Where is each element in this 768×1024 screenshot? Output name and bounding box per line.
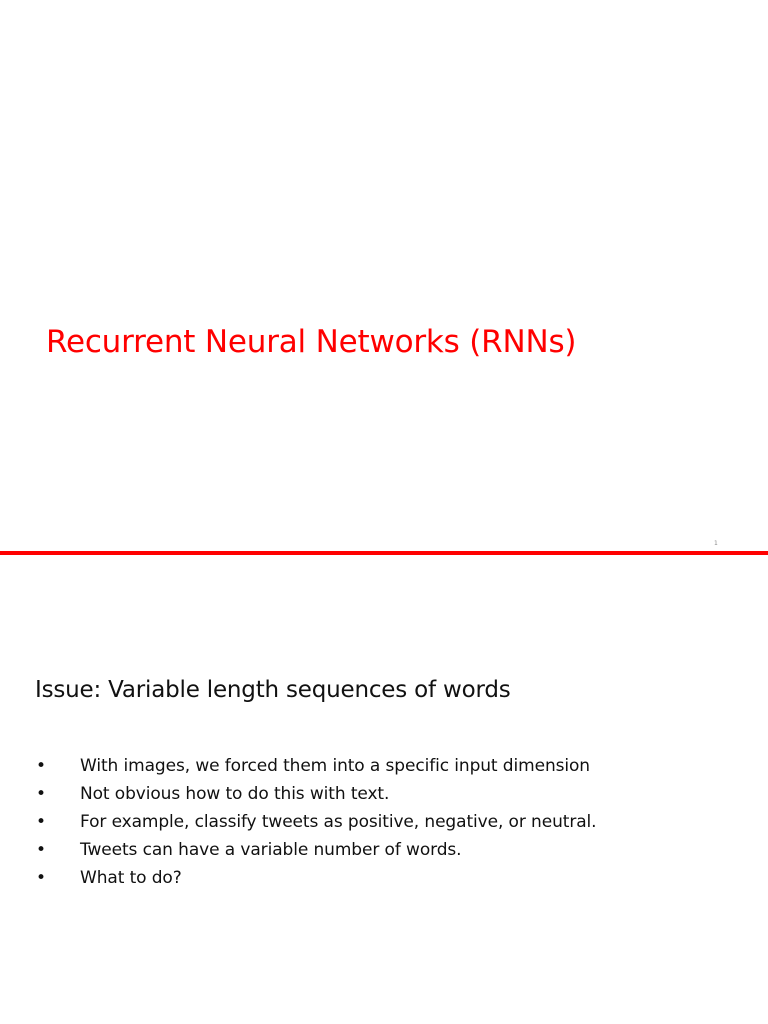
bullet-icon: •: [36, 784, 46, 804]
bullet-icon: •: [36, 868, 46, 888]
bullet-item: [36, 868, 596, 896]
bullet-item: [36, 784, 596, 812]
bullet-icon: •: [36, 812, 46, 832]
bullet-text: With images, we forced them into a specific input dimension: [80, 756, 590, 776]
bullet-text: Tweets can have a variable number of words.: [80, 840, 462, 860]
slide-number: 1: [714, 540, 718, 547]
content-slide: [0, 555, 768, 1024]
bullet-list: [36, 756, 596, 896]
bullet-text: What to do?: [80, 868, 182, 888]
bullet-icon: •: [36, 756, 46, 776]
content-slide-title: Issue: Variable length sequences of words: [35, 677, 511, 703]
slide-title: Recurrent Neural Networks (RNNs): [46, 324, 577, 360]
bullet-icon: •: [36, 840, 46, 860]
bullet-text: Not obvious how to do this with text.: [80, 784, 390, 804]
bullet-text: For example, classify tweets as positive, negative, or neutral.: [80, 812, 597, 832]
bullet-item: [36, 840, 596, 868]
bullet-item: [36, 756, 596, 784]
bullet-item: [36, 812, 596, 840]
